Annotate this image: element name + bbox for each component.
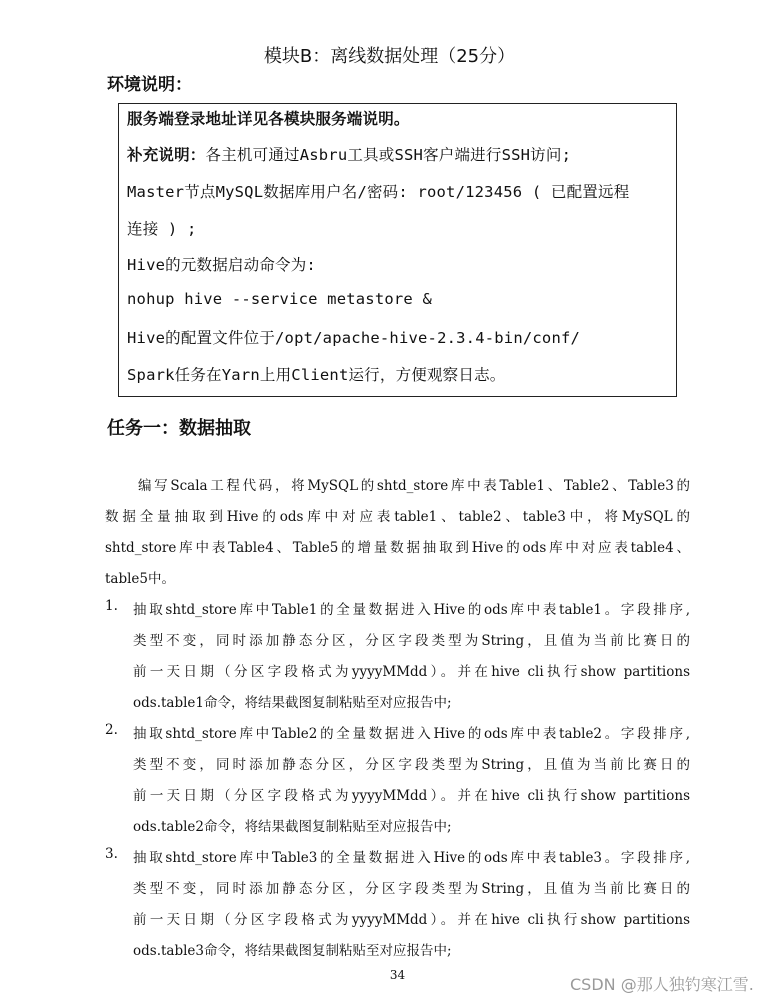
text-line: table5中。	[105, 571, 176, 587]
list-number: 2.	[105, 722, 118, 738]
text-line: ods.table2命令，将结果截图复制粘贴至对应报告中;	[133, 819, 452, 835]
box-line	[127, 143, 571, 165]
page-number: 34	[389, 968, 406, 982]
text-line: ods.table1命令，将结果截图复制粘贴至对应报告中;	[133, 695, 452, 711]
text-line: 抽取shtd_store库中Table1的全量数据进入Hive的ods库中表table1。字段排序,	[133, 602, 690, 618]
box-line: Hive的元数据启动命令为:	[127, 256, 316, 274]
text-line: 数据全量抽取到Hive的ods库中对应表table1、table2、table3中，将MySQL的	[105, 509, 690, 525]
environment-box	[118, 103, 677, 397]
text-line: 前一天日期（分区字段格式为yyyyMMdd）。并在hive cli执行show partitions	[133, 664, 690, 680]
box-line: 服务端登录地址详见各模块服务端说明。	[127, 110, 410, 128]
text-line: 抽取shtd_store库中Table3的全量数据进入Hive的ods库中表table3。字段排序,	[133, 850, 690, 866]
text-line: 类型不变，同时添加静态分区，分区字段类型为String，且值为当前比赛日的	[133, 633, 690, 649]
text-line: 类型不变，同时添加静态分区，分区字段类型为String，且值为当前比赛日的	[133, 757, 690, 773]
text-line: ods.table3命令，将结果截图复制粘贴至对应报告中;	[133, 943, 452, 959]
environment-heading: 环境说明：	[107, 75, 192, 95]
text-line: shtd_store库中表Table4、Table5的增量数据抽取到Hive的ods库中对应表table4、	[105, 540, 690, 556]
text-line: 类型不变，同时添加静态分区，分区字段类型为String，且值为当前比赛日的	[133, 881, 690, 897]
text-line: 前一天日期（分区字段格式为yyyyMMdd）。并在hive cli执行show partitions	[133, 912, 690, 928]
supplement-label: 补充说明：	[127, 146, 206, 164]
box-line: Spark任务在Yarn上用Client运行，方便观察日志。	[127, 365, 506, 384]
box-line: nohup hive --service metastore &	[127, 289, 433, 308]
watermark: CSDN @那人独钓寒江雪.	[570, 975, 754, 994]
text-line: 编写Scala工程代码，将MySQL的shtd_store库中表Table1、Table2、Table3的	[138, 478, 690, 494]
supplement-text: 各主机可通过Asbru工具或SSH客户端进行SSH访问;	[205, 146, 572, 164]
page-title: 模块B：离线数据处理（25分）	[263, 46, 516, 67]
box-line: Master节点MySQL数据库用户名/密码: root/123456 ( 已配置远程	[127, 183, 630, 201]
text-line: 前一天日期（分区字段格式为yyyyMMdd）。并在hive cli执行show partitions	[133, 788, 690, 804]
task-heading: 任务一：数据抽取	[107, 418, 251, 439]
text-line: 抽取shtd_store库中Table2的全量数据进入Hive的ods库中表table2。字段排序,	[133, 726, 690, 742]
list-number: 3.	[105, 846, 118, 862]
box-line: Hive的配置文件位于/opt/apache-hive-2.3.4-bin/conf/	[127, 329, 581, 347]
box-line: 连接 ) ;	[127, 219, 197, 238]
list-number: 1.	[105, 598, 118, 614]
